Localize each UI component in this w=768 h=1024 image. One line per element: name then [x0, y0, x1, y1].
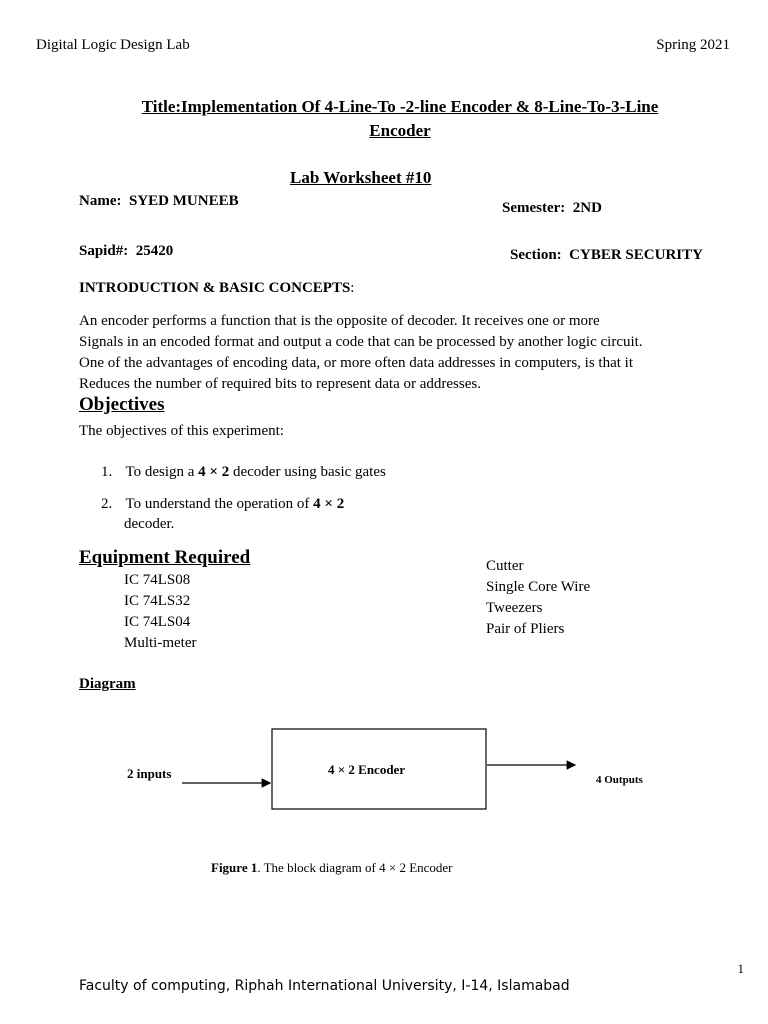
- objectives-intro: The objectives of this experiment:: [79, 423, 284, 439]
- title-line-2: Encoder: [369, 121, 431, 140]
- objective-1-pre: To design a: [125, 464, 199, 480]
- objective-1-post: decoder using basic gates: [229, 464, 386, 480]
- outputs-label: 4 Outputs: [596, 774, 643, 786]
- worksheet-title: Lab Worksheet #10: [290, 168, 432, 187]
- footer-text: Faculty of computing, Riphah International University, I-14, Islamabad: [79, 978, 570, 994]
- intro-line-2: Signals in an encoded format and output a code that can be processed by another logic circuit.: [79, 334, 643, 350]
- objective-1-bold: 4 × 2: [198, 464, 230, 480]
- name-value: SYED MUNEEB: [128, 193, 239, 209]
- intro-heading-suffix: :: [350, 280, 355, 296]
- encoder-block-label: 4 × 2 Encoder: [328, 762, 406, 777]
- header-left: Digital Logic Design Lab: [36, 37, 190, 53]
- equipment-item: Tweezers: [486, 600, 543, 616]
- page-number: 1: [737, 961, 744, 976]
- semester-label: Semester:: [502, 200, 566, 216]
- intro-line-3: One of the advantages of encoding data, or more often data addresses in computers, is that it: [79, 355, 633, 371]
- sapid-label: Sapid#:: [79, 243, 129, 259]
- objective-2-line-2: decoder.: [124, 516, 175, 532]
- objective-1-number: 1.: [101, 464, 113, 480]
- semester-value: 2ND: [572, 200, 602, 216]
- objective-2-number: 2.: [101, 496, 113, 512]
- name-label: Name:: [79, 193, 122, 209]
- inputs-label: 2 inputs: [127, 766, 172, 781]
- equipment-item: Single Core Wire: [486, 579, 591, 595]
- figure-caption: [211, 860, 453, 876]
- equipment-heading: Equipment Required: [79, 547, 251, 568]
- objective-2-bold: 4 × 2: [313, 496, 345, 512]
- objectives-heading: Objectives: [79, 394, 165, 415]
- equipment-item: Cutter: [486, 558, 524, 574]
- figure-caption-text: . The block diagram of 4 × 2 Encoder: [257, 860, 453, 875]
- sapid-value: 25420: [135, 243, 174, 259]
- title-line-1: Title:Implementation Of 4-Line-To -2-line Encoder & 8-Line-To-3-Line: [141, 97, 659, 116]
- section-value: CYBER SECURITY: [569, 247, 703, 263]
- equipment-item: Multi-meter: [124, 635, 197, 651]
- equipment-item: IC 74LS08: [124, 572, 191, 588]
- equipment-item: IC 74LS04: [124, 614, 191, 630]
- header-right: Spring 2021: [656, 37, 730, 53]
- diagram-heading: Diagram: [79, 676, 136, 692]
- section-label: Section:: [510, 247, 562, 263]
- intro-heading-text: INTRODUCTION & BASIC CONCEPTS: [79, 280, 351, 296]
- objective-2-pre: To understand the operation of: [125, 496, 314, 512]
- equipment-item: IC 74LS32: [124, 593, 191, 609]
- intro-line-1: An encoder performs a function that is the opposite of decoder. It receives one or more: [79, 313, 600, 329]
- intro-line-4: Reduces the number of required bits to represent data or addresses.: [79, 376, 481, 392]
- figure-caption-bold: Figure 1: [211, 860, 258, 875]
- equipment-item: Pair of Pliers: [486, 621, 565, 637]
